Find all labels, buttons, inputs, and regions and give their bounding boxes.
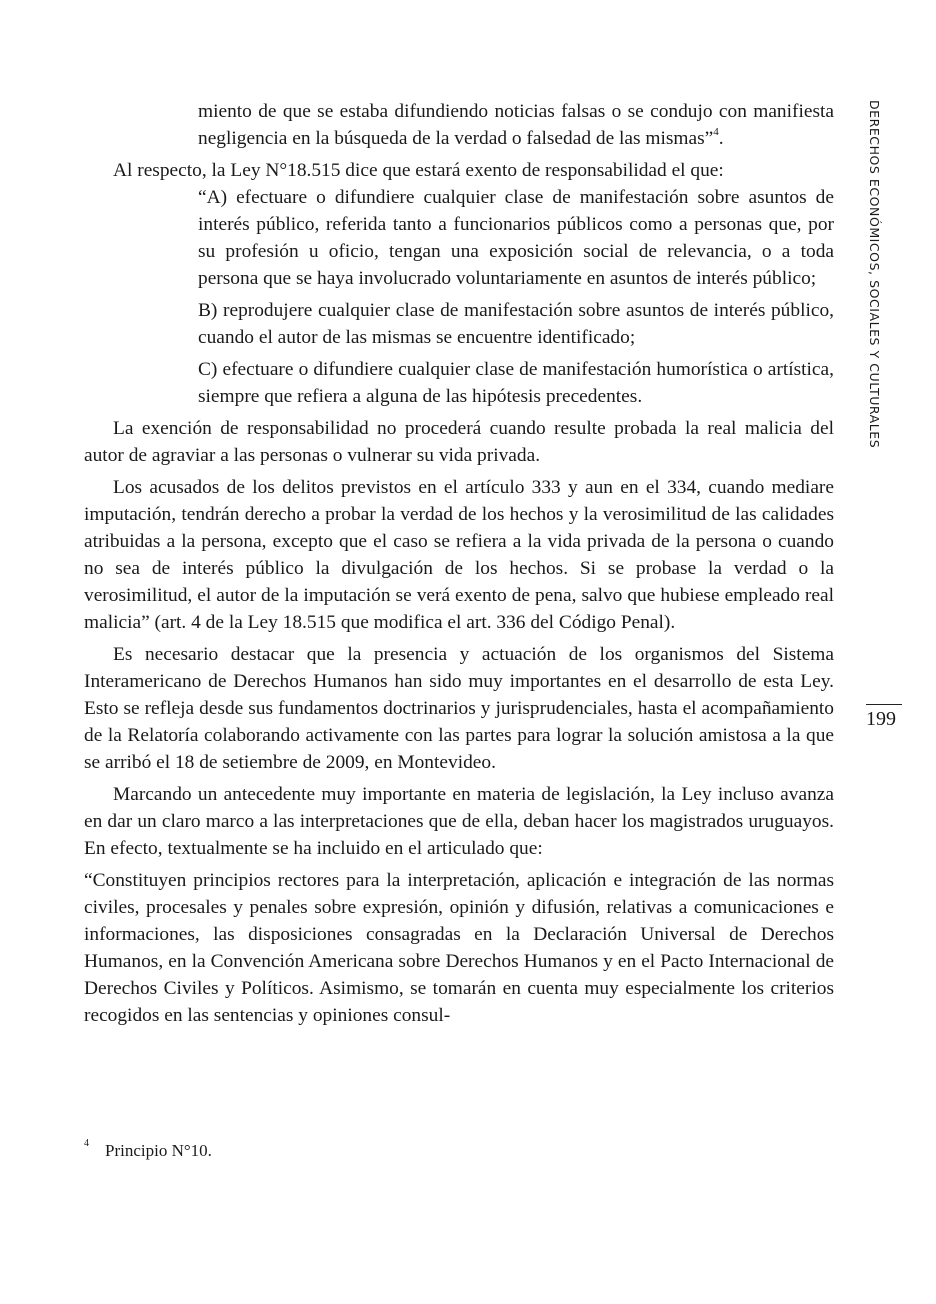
paragraph: Los acusados de los delitos previstos en el artículo 333 y aun en el 334, cuando mediare imputación, tendrán derecho a probar la verdad de los hechos y la verosimilitud de las calidades atribuidas a la persona, excepto que el caso se refiera a la vida privada de la persona o cuando no sea de interés público la divulgación de los hechos. Si se probase la verdad o la verosimilitud, el autor de la imputación se verá exento de pena, salvo que hubiese empleado real malicia” (art. 4 de la Ley 18.515 que modifica el art. 336 del Código Penal).: [84, 477, 834, 633]
body-text: [84, 98, 834, 1029]
paragraph: Marcando un antecedente muy importante en materia de legislación, la Ley incluso avanza en dar un claro marco a las interpretaciones que de ella, deban hacer los magistrados uruguayos. En efecto, textualmente se ha incluido en el articulado que:: [84, 784, 834, 859]
footnote-mark: 4: [84, 1138, 89, 1149]
footnote-ref[interactable]: 4: [713, 126, 719, 138]
paragraph: Al respecto, la Ley N°18.515 dice que estará exento de responsabilidad el que:: [113, 160, 724, 181]
page-number: 199: [866, 708, 896, 730]
quote-continuation: miento de que se estaba difundiendo noticias falsas o se condujo con manifiesta negligencia en la búsqueda de la verdad o falsedad de las mismas”$^4$.: [198, 101, 834, 149]
quote-item-a: “A) efectuare o difundiere cualquier clase de manifestación sobre asuntos de interés público, referida tanto a funcionarios públicos como a personas que, por su profesión u oficio, tengan una exposición social de relevancia, o a toda persona que se haya involucrado voluntariamente en asuntos de interés público;: [198, 187, 834, 289]
quote-item-c: C) efectuare o difundiere cualquier clase de manifestación humorística o artística, siempre que refiera a alguna de las hipótesis precedentes.: [198, 359, 834, 407]
paragraph: La exención de responsabilidad no procederá cuando resulte probada la real malicia del autor de agraviar a las personas o vulnerar su vida privada.: [84, 418, 834, 466]
page-number-rule: [866, 704, 902, 705]
quote-item-b: B) reprodujere cualquier clase de manifestación sobre asuntos de interés público, cuando el autor de las mismas se encuentre identificado;: [198, 300, 834, 348]
quoted-article: “Constituyen principios rectores para la interpretación, aplicación e integración de las normas civiles, procesales y penales sobre expresión, opinión y difusión, relativas a comunicaciones e informaciones, las disposiciones consagradas en la Declaración Universal de Derechos Humanos, en la Convención Americana sobre Derechos Humanos y en el Pacto Internacional de Derechos Civiles y Políticos. Asimismo, se tomarán en cuenta muy especialmente los criterios recogidos en las sentencias y opiniones consul-: [84, 870, 834, 1026]
footnote: [84, 1132, 212, 1163]
footnote-text: Principio N°10.: [105, 1141, 212, 1160]
running-header: DERECHOS ECONÓMICOS, SOCIALES Y CULTURALES: [867, 100, 882, 449]
paragraph: Es necesario destacar que la presencia y actuación de los organismos del Sistema Interamericano de Derechos Humanos han sido muy importantes en el desarrollo de esta Ley. Esto se refleja desde sus fundamentos doctrinarios y jurisprudenciales, hasta el acompañamiento de la Relatoría colaborando activamente con las partes para lograr la solución amistosa a la que se arribó el 18 de setiembre de 2009, en Montevideo.: [84, 644, 834, 773]
